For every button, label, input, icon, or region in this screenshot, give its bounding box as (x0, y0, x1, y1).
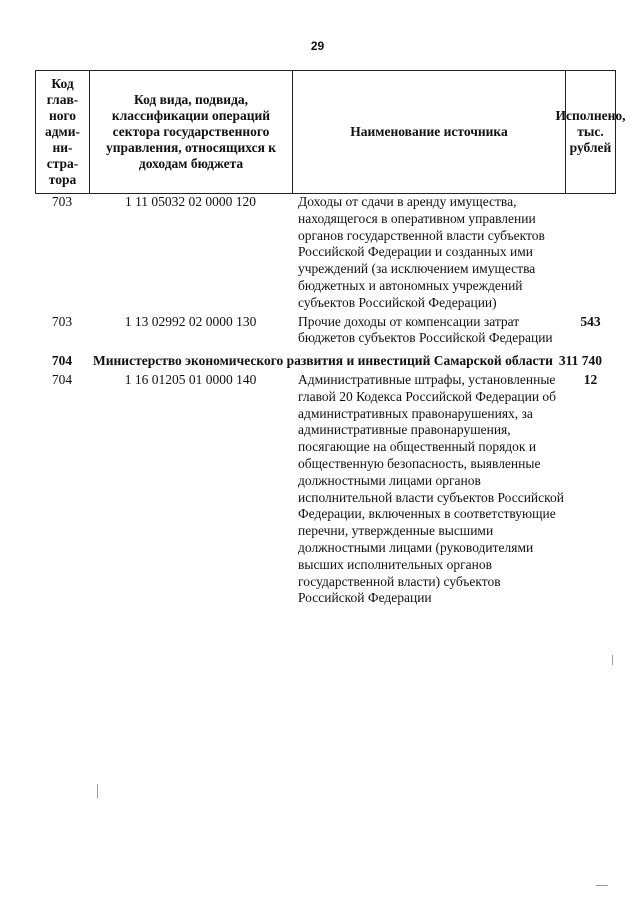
header-admin-line: стра- (46, 156, 79, 171)
row-amount: 543 (580, 313, 601, 329)
ministry-amount: 311 740 (558, 353, 603, 369)
row-source-name: Доходы от сдачи в аренду имущества, находящегося в оперативном управлении органов государственной власти субъектов Российской Федерации и созданных ими учреждений (за исключением имущества бюджетных и автономных учреждений субъектов Российской Федерации) (298, 194, 545, 310)
row-source-name: Административные штрафы, установленные главой 20 Кодекса Российской Федерации об административных правонарушениях, за административные правонарушения, посягающие на общественный порядок и общественную безопасность, выявленные должностными лицами органов исполнительной власти субъектов Российской Федерации, включенных в соответствующие перечни, утвержденные высшими должностными лицами (руководителями высших исполнительных органов государственной власти) субъектов Российской Федерации (298, 371, 564, 606)
row-classification-code: 1 13 02992 02 0000 130 (124, 313, 257, 329)
scan-mark (596, 885, 608, 886)
row-amount (565, 194, 616, 312)
header-admin-line: Код (51, 76, 74, 91)
table-row (35, 314, 616, 348)
row-admin-code: 703 (51, 194, 73, 209)
header-admin-line: адми- (44, 124, 81, 139)
scan-mark (97, 784, 98, 798)
table-row (35, 372, 616, 607)
header-admin-line: ни- (52, 140, 73, 155)
header-amount-line: Исполнено, (555, 108, 626, 123)
row-classification-code: 1 16 01205 01 0000 140 (124, 371, 257, 387)
ministry-title: Министерство экономического развития и инвестиций Самарской области (93, 353, 553, 369)
row-amount: 12 (583, 371, 598, 387)
page-number: 29 (310, 39, 325, 53)
header-amount-line: тыс. (577, 124, 604, 139)
header-admin-line: глав- (46, 92, 79, 107)
row-admin-code: 704 (51, 371, 73, 387)
header-amount (555, 71, 626, 193)
scan-mark (612, 655, 613, 665)
header-admin-line: тора (48, 172, 77, 187)
row-admin-code: 704 (51, 353, 73, 369)
ministry-row (35, 353, 616, 370)
header-admin-line: ного (48, 108, 77, 123)
table-header (35, 70, 626, 194)
row-classification-code: 1 11 05032 02 0000 120 (124, 194, 257, 209)
header-admin-code (36, 71, 90, 193)
header-amount-line: рублей (569, 140, 612, 155)
row-admin-code: 703 (51, 313, 73, 329)
header-classification-code: Код вида, подвида, классификации операций сектора государственного управления, относящихся к доходам бюджета (90, 71, 293, 193)
table-body (35, 194, 616, 607)
row-source-name: Прочие доходы от компенсации затрат бюджетов субъектов Российской Федерации (298, 313, 553, 346)
header-source-name: Наименование источника (293, 71, 566, 193)
table-row (35, 194, 616, 312)
